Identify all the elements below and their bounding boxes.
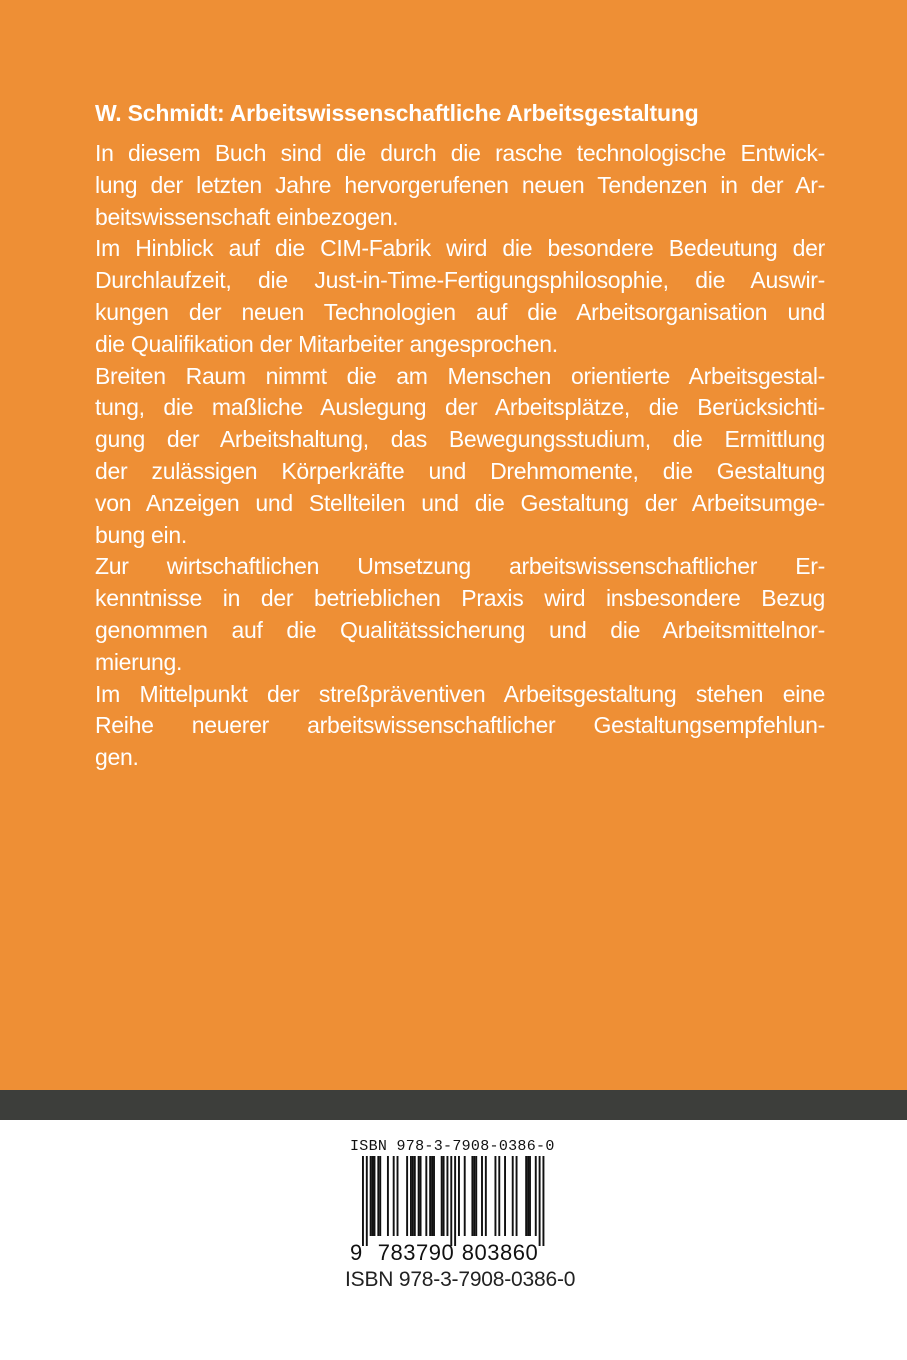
barcode-bar bbox=[539, 1156, 541, 1246]
barcode-bar bbox=[418, 1156, 420, 1236]
barcode-bar bbox=[498, 1156, 500, 1236]
text-line: beitswissenschaft einbezogen. bbox=[95, 203, 399, 230]
text-line: von Anzeigen und Stellteilen und die Gestaltung der Arbeitsumge- bbox=[95, 489, 825, 516]
barcode-bar bbox=[542, 1156, 544, 1246]
text-line: Breiten Raum nimmt die am Menschen orientierte Arbeitsgestal- bbox=[95, 362, 825, 389]
text-line: Im Mittelpunkt der streßpräventiven Arbeitsgestaltung stehen eine bbox=[95, 680, 825, 707]
barcode-bar bbox=[446, 1156, 448, 1236]
barcode-bar bbox=[535, 1156, 537, 1236]
text-line: die Qualifikation der Mitarbeiter angesprochen. bbox=[95, 330, 558, 357]
text-line: mierung. bbox=[95, 648, 183, 675]
barcode-bar bbox=[458, 1156, 460, 1236]
barcode-bar bbox=[504, 1156, 506, 1236]
text-line: der zulässigen Körperkräfte und Drehmomente, die Gestaltung bbox=[95, 457, 825, 484]
text-line: gen. bbox=[95, 744, 139, 771]
barcode-bar bbox=[471, 1156, 473, 1236]
barcode-bar bbox=[516, 1156, 518, 1236]
barcode-bar bbox=[425, 1156, 427, 1236]
barcode-isbn-label: ISBN 978-3-7908-0386-0 bbox=[350, 1138, 555, 1155]
barcode-bar bbox=[374, 1156, 376, 1236]
barcode-bar bbox=[494, 1156, 496, 1236]
barcode-bar bbox=[485, 1156, 487, 1236]
barcode-bar bbox=[393, 1156, 395, 1236]
text-line: lung der letzten Jahre hervorgerufenen neuen Tendenzen in der Ar- bbox=[95, 171, 825, 198]
barcode-digits-left: 783790 bbox=[377, 1240, 455, 1265]
barcode-bar bbox=[366, 1156, 368, 1246]
barcode-bar bbox=[372, 1156, 374, 1236]
barcode-bar bbox=[464, 1156, 466, 1236]
barcode-bar bbox=[429, 1156, 431, 1236]
text-line: kungen der neuen Technologien auf die Arbeitsorganisation und bbox=[95, 298, 825, 325]
barcode-bar bbox=[443, 1156, 445, 1236]
barcode-digit-first: 9 bbox=[350, 1240, 363, 1265]
barcode-bar bbox=[377, 1156, 379, 1236]
book-title: W. Schmidt: Arbeitswissenschaftliche Arbeitsgestaltung bbox=[95, 100, 699, 126]
text-line: Im Hinblick auf die CIM-Fabrik wird die besondere Bedeutung der bbox=[95, 235, 825, 262]
barcode-bar bbox=[473, 1156, 475, 1236]
barcode-bar bbox=[370, 1156, 372, 1236]
barcode-digits-right: 803860 bbox=[461, 1240, 539, 1265]
barcode-bar bbox=[406, 1156, 408, 1236]
barcode-bar bbox=[362, 1156, 364, 1246]
barcode-bar bbox=[414, 1156, 416, 1236]
barcode-bar bbox=[512, 1156, 514, 1236]
barcode-bar bbox=[387, 1156, 389, 1236]
isbn-number: ISBN 978-3-7908-0386-0 bbox=[345, 1268, 576, 1291]
text-line: Reihe neuerer arbeitswissenschaftlicher Gestaltungsempfehlun- bbox=[95, 712, 825, 739]
text-line: gung der Arbeitshaltung, das Bewegungsstudium, die Ermittlung bbox=[95, 426, 825, 453]
text-line: genommen auf die Qualitätssicherung und die Arbeitsmittelnor- bbox=[95, 616, 825, 643]
barcode-bar bbox=[481, 1156, 483, 1236]
barcode-bar bbox=[525, 1156, 527, 1236]
barcode-bar bbox=[410, 1156, 412, 1236]
text-line: Durchlaufzeit, die Just-in-Time-Fertigungsphilosophie, die Auswir- bbox=[95, 267, 825, 294]
text-line: kenntnisse in der betrieblichen Praxis wird insbesondere Bezug bbox=[95, 585, 825, 612]
dark-band bbox=[0, 1090, 907, 1120]
barcode-bars bbox=[362, 1156, 544, 1246]
barcode-bar bbox=[412, 1156, 414, 1236]
barcode-bar bbox=[450, 1156, 452, 1246]
text-line: In diesem Buch sind die durch die rasche technologische Entwick- bbox=[95, 140, 825, 166]
text-line: bung ein. bbox=[95, 521, 187, 548]
barcode-bar bbox=[420, 1156, 422, 1236]
barcode-bar bbox=[475, 1156, 477, 1236]
barcode-bar bbox=[454, 1156, 456, 1246]
barcode-bar bbox=[397, 1156, 399, 1236]
barcode-icon bbox=[350, 1156, 550, 1268]
barcode-bar bbox=[433, 1156, 435, 1236]
text-line: tung, die maßliche Auslegung der Arbeitsplätze, die Berücksichti- bbox=[95, 394, 825, 421]
blurb-text bbox=[95, 138, 825, 774]
barcode-bar bbox=[529, 1156, 531, 1236]
barcode-bar bbox=[527, 1156, 529, 1236]
barcode-bar bbox=[431, 1156, 433, 1236]
barcode-bar bbox=[379, 1156, 381, 1236]
barcode-bar bbox=[441, 1156, 443, 1236]
text-line: Zur wirtschaftlichen Umsetzung arbeitswissenschaftlicher Er- bbox=[95, 553, 825, 580]
